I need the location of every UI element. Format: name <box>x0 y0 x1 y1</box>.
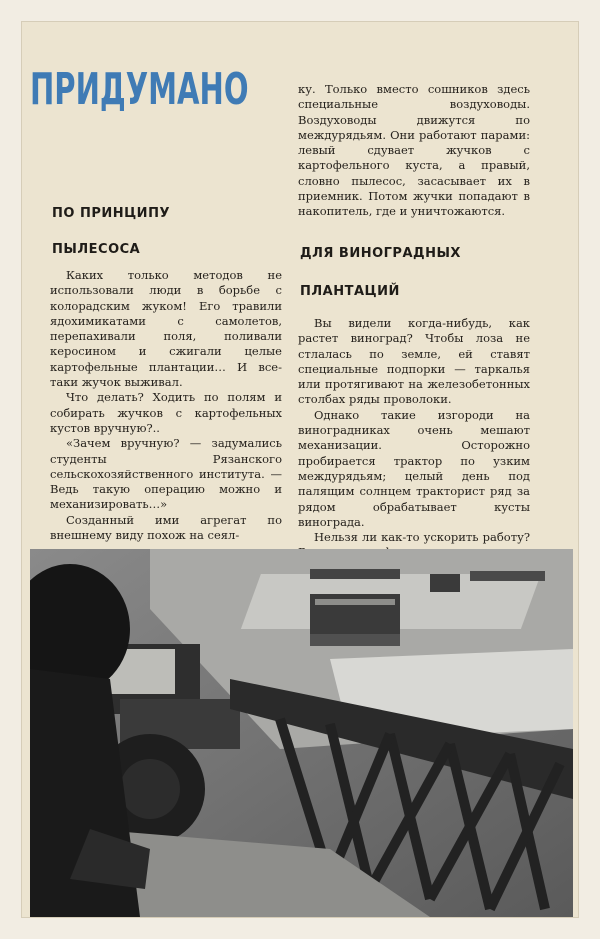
article-photo <box>30 549 573 917</box>
left-column <box>50 268 282 543</box>
right-column-bottom <box>298 316 530 561</box>
paragraph: Нельзя ли как-то ускорить работу? <box>314 530 530 545</box>
article-title: ПРИДУМАНО <box>30 64 249 115</box>
paragraph: «Зачем вручную? — задумались студенты Рязанского сельскохозяйственного института. — Ведь такую операцию можно и механизировать…» <box>50 436 282 512</box>
section2-heading-line-2: ПЛАНТАЦИЙ <box>300 284 400 299</box>
subtitle-line-2: ПЫЛЕСОСА <box>52 242 141 257</box>
photo-illustration <box>30 549 573 917</box>
paragraph: Созданный ими агрегат по внешнему виду похож на сеял- <box>50 512 282 543</box>
paragraph: Вы видели когда-нибудь, как растет виноград? Чтобы лоза не стлалась по земле, ей ставят специальные подпорки — таркалья или протягивают на железобетонных столбах ряды проволоки. <box>298 316 530 407</box>
paragraph: Однако такие изгороди на виноградниках очень мешают механизации. Осторожно пробирается трактор по узким междурядьям; целый день под палящим солнцем тракторист ряд за рядом обрабатывает кусты винограда. <box>298 407 530 529</box>
right-column-top <box>298 82 530 220</box>
subtitle-line-1: ПО ПРИНЦИПУ <box>52 206 170 221</box>
paragraph: Каких только методов не использовали люди в борьбе с колорадским жуком! Его травили ядохимикатами с самолетов, перепахивали поля, поливали керосином и сжигали целые картофельные плантации… И все-таки жучок выживал. <box>50 268 282 390</box>
section2-heading-line-1: ДЛЯ ВИНОГРАДНЫХ <box>300 246 461 261</box>
paragraph: Что делать? Ходить по полям и собирать жучков с картофельных кустов вручную?.. <box>50 390 282 435</box>
paragraph: ку. Только вместо сошников здесь специальные воздуховоды. Воздуховоды движутся по междурядьям. Они работают парами: левый сдувает жучков с картофельного куста, а правый, словно пылесос, засасывает их в приемник. Потом жучки попадают в накопитель, где и уничтожаются. <box>298 82 530 219</box>
